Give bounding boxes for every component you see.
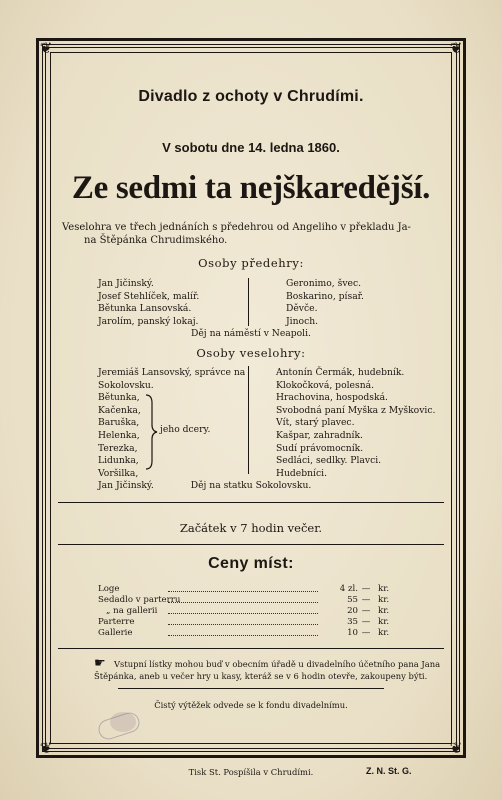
cast-entry: Jeremiáš Lansovský, správce na xyxy=(98,367,246,378)
price-currency: kr. xyxy=(378,617,390,627)
prologue-persons-heading: Osoby předehry: xyxy=(198,256,304,270)
cast-entry: Klokočková, polesná. xyxy=(276,379,375,391)
cast-entry: Kašpar, zahradník. xyxy=(276,429,363,441)
divider xyxy=(58,648,444,649)
price-separator: — xyxy=(361,606,371,616)
price-label: Sedadlo v parterru xyxy=(98,595,181,605)
cast-entry: Jarolím, panský lokaj. xyxy=(98,315,199,327)
cast-entry: Geronimo, švec. xyxy=(286,278,362,289)
play-setting: Děj na statku Sokolovsku. xyxy=(190,480,312,491)
cast-entry: Děvče. xyxy=(286,303,318,315)
corner-ornament-icon: ❦ xyxy=(449,39,463,57)
proceeds-note: Čistý výtěžek odvede se k fondu divadelnímu. xyxy=(154,700,348,710)
cast-entry: Hudebníci. xyxy=(276,467,327,479)
subtitle-line-2: na Štěpánka Chrudimského. xyxy=(84,235,228,246)
subtitle-line-1: Veselohra ve třech jednáních s předehrou od Angeliho v překladu Ja- xyxy=(62,222,411,233)
cast-entry: Josef Stehlíček, malíř. xyxy=(98,290,200,302)
price-row xyxy=(98,617,408,628)
cast-entry: Lidunka, xyxy=(98,455,139,467)
price-label: Gallerie xyxy=(98,628,133,638)
price-currency: kr. xyxy=(378,595,390,605)
cast-entry: Kačenka, xyxy=(98,404,141,416)
cast-entry: Sedláci, sedlky. Plavci. xyxy=(276,455,382,467)
cast-entry: Hrachovina, hospodská. xyxy=(276,392,388,404)
price-separator: — xyxy=(361,617,371,627)
printer-credit: Tisk St. Pospíšila v Chrudími. xyxy=(188,767,314,777)
theatre-name: Divadlo z ochoty v Chrudími. xyxy=(138,88,364,105)
column-divider xyxy=(248,278,249,326)
cast-entry: Baruška, xyxy=(98,417,140,429)
divider xyxy=(58,544,444,545)
cast-entry: Jan Jičinský. xyxy=(98,480,154,492)
column-divider xyxy=(248,366,249,474)
cast-entry: Jan Jičinský. xyxy=(98,278,154,289)
prologue-setting: Děj na náměstí v Neapoli. xyxy=(191,328,311,339)
prologue-cast-left xyxy=(98,278,199,328)
play-cast-right xyxy=(276,367,435,480)
price-label: Parterre xyxy=(98,617,135,627)
cast-entry: Helenka, xyxy=(98,429,140,441)
price-amount: 10 xyxy=(347,628,358,638)
price-currency: kr. xyxy=(378,584,390,594)
prices-heading: Ceny míst: xyxy=(208,555,294,572)
cast-entry: Antonín Čermák, hudebník. xyxy=(276,367,405,378)
play-persons-heading: Osoby veselohry: xyxy=(196,346,306,360)
cast-entry: Bětunka, xyxy=(98,392,140,404)
price-separator: — xyxy=(361,595,371,605)
price-amount: 20 xyxy=(347,606,358,616)
divider xyxy=(118,688,384,689)
price-separator: — xyxy=(361,584,371,594)
play-title: Ze sedmi ta nejškaredější. xyxy=(71,170,431,206)
cast-entry: Svobodná paní Myška z Myškovic. xyxy=(276,404,436,416)
performance-date: V sobotu dne 14. ledna 1860. xyxy=(162,140,340,155)
brace-icon xyxy=(144,393,158,471)
price-amount: 4 zl. xyxy=(339,584,358,594)
price-row xyxy=(98,628,408,639)
price-row xyxy=(98,584,408,595)
cast-entry: Jinoch. xyxy=(286,315,319,327)
price-currency: kr. xyxy=(378,628,390,638)
leader-dots xyxy=(168,602,318,603)
cast-entry: Vít, starý plavec. xyxy=(276,417,355,429)
cast-entry: Voršilka, xyxy=(98,467,139,479)
cast-entry: Terezka, xyxy=(98,442,138,454)
leader-dots xyxy=(168,624,318,625)
prologue-cast-right xyxy=(286,278,364,328)
corner-ornament-icon: ❦ xyxy=(39,739,53,757)
tickets-line-2: Štěpánka, aneb u večer hry u kasy, kteráž se v 6 hodin otevře, zakoupeny býti. xyxy=(94,671,428,681)
pointing-hand-icon: ☛ xyxy=(94,656,106,671)
price-currency: kr. xyxy=(378,606,390,616)
start-time: Začátek v 7 hodin večer. xyxy=(179,521,323,535)
price-row xyxy=(98,595,408,606)
leader-dots xyxy=(168,591,318,592)
price-label: Loge xyxy=(98,584,120,594)
cast-entry: Sokolovsku. xyxy=(98,379,154,391)
leader-dots xyxy=(168,613,318,614)
corner-ornament-icon: ❦ xyxy=(39,39,53,57)
cast-entry: Boskarino, písař. xyxy=(286,290,364,302)
cast-entry: Bětunka Lansovská. xyxy=(98,303,192,315)
cast-entry: Sudí právomocník. xyxy=(276,442,364,454)
daughters-label: jeho dcery. xyxy=(160,424,211,435)
corner-ornament-icon: ❦ xyxy=(449,739,463,757)
price-row xyxy=(98,606,408,617)
price-amount: 35 xyxy=(347,617,358,627)
divider xyxy=(58,502,444,503)
price-amount: 55 xyxy=(347,595,358,605)
price-label: „ na gallerii xyxy=(106,606,158,616)
printer-mark: Z. N. St. G. xyxy=(366,766,412,776)
leader-dots xyxy=(168,635,318,636)
price-separator: — xyxy=(361,628,371,638)
tickets-line-1: Vstupní lístky mohou buď v obecním úřadě u divadelního účetního pana Jana xyxy=(114,659,441,669)
